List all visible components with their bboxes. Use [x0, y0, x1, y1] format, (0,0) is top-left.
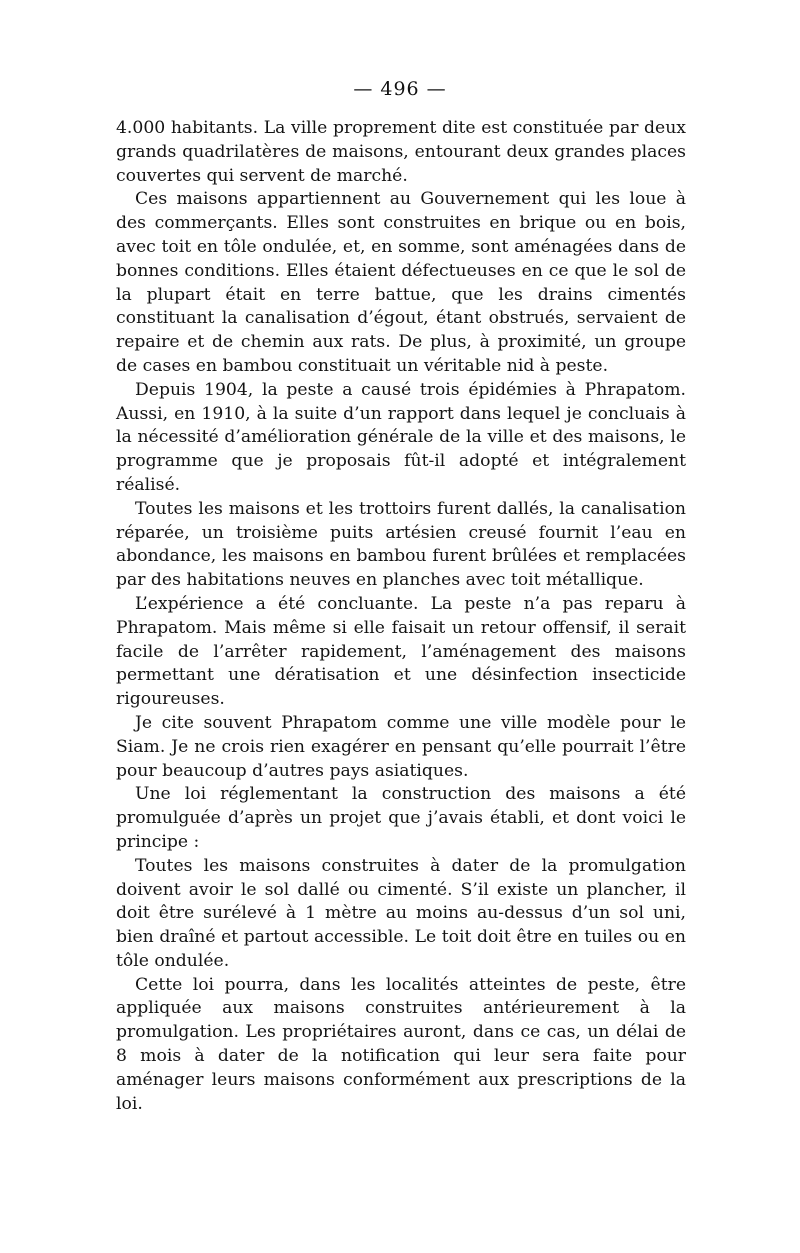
body-text [116, 117, 686, 1116]
paragraph-4: Toutes les maisons et les trottoirs furent dallés, la canalisation réparée, un troisième puits artésien creusé fournit l’eau en abondance, les maisons en bambou furent brûlées et remplacées par des habitations neuves en planches avec toit métallique. [116, 498, 686, 591]
paragraph-5: L’expérience a été concluante. La peste n’a pas reparu à Phrapatom. Mais même si elle faisait un retour offensif, il serait facile de l’arrêter rapidement, l’aménagement des maisons permettant une dératisation et une désinfection insecticide rigoureuses. [116, 593, 686, 710]
paragraph-6: Je cite souvent Phrapatom comme une ville modèle pour le Siam. Je ne crois rien exagérer en pensant qu’elle pourrait l’être pour beaucoup d’autres pays asiatiques. [116, 712, 686, 781]
paragraph-9: Cette loi pourra, dans les localités atteintes de peste, être appliquée aux maisons construites antérieurement à la promulgation. Les propriétaires auront, dans ce cas, un délai de 8 mois à dater de la notification qui leur sera faite pour aménager leurs maisons conformément aux prescriptions de la loi. [116, 974, 686, 1114]
paragraph-8: Toutes les maisons construites à dater de la promulgation doivent avoir le sol dallé ou cimenté. S’il existe un plancher, il doit être surélevé à 1 mètre au moins au-dessus d’un sol uni, bien draîné et partout accessible. Le toit doit être en tuiles ou en tôle ondulée. [116, 855, 686, 971]
paragraph-3: Depuis 1904, la peste a causé trois épidémies à Phrapatom. Aussi, en 1910, à la suite d’un rapport dans lequel je concluais à la nécessité d’amélioration générale de la ville et des maisons, le programme que je proposais fût-il adopté et intégralement réalisé. [116, 379, 686, 495]
paragraph-7: Une loi réglementant la construction des maisons a été promulguée d’après un projet que j’avais établi, et dont voici le principe : [116, 784, 686, 852]
page-number: — 496 — [353, 78, 447, 100]
paragraph-1: 4.000 habitants. La ville proprement dite est constituée par deux grands quadrilatères de maisons, entourant deux grandes places couvertes qui servent de marché. [116, 118, 686, 186]
paragraph-2: Ces maisons appartiennent au Gouvernement qui les loue à des commerçants. Elles sont construites en brique ou en bois, avec toit en tôle ondulée, et, en somme, sont aménagées dans de bonnes conditions. Elles étaient défectueuses en ce que le sol de la plupart était en terre battue, que les drains cimentés constituant la canalisation d’égout, étant obstrués, servaient de repaire et de chemin aux rats. De plus, à proximité, un groupe de cases en bambou constituait un véritable nid à peste. [116, 189, 686, 376]
